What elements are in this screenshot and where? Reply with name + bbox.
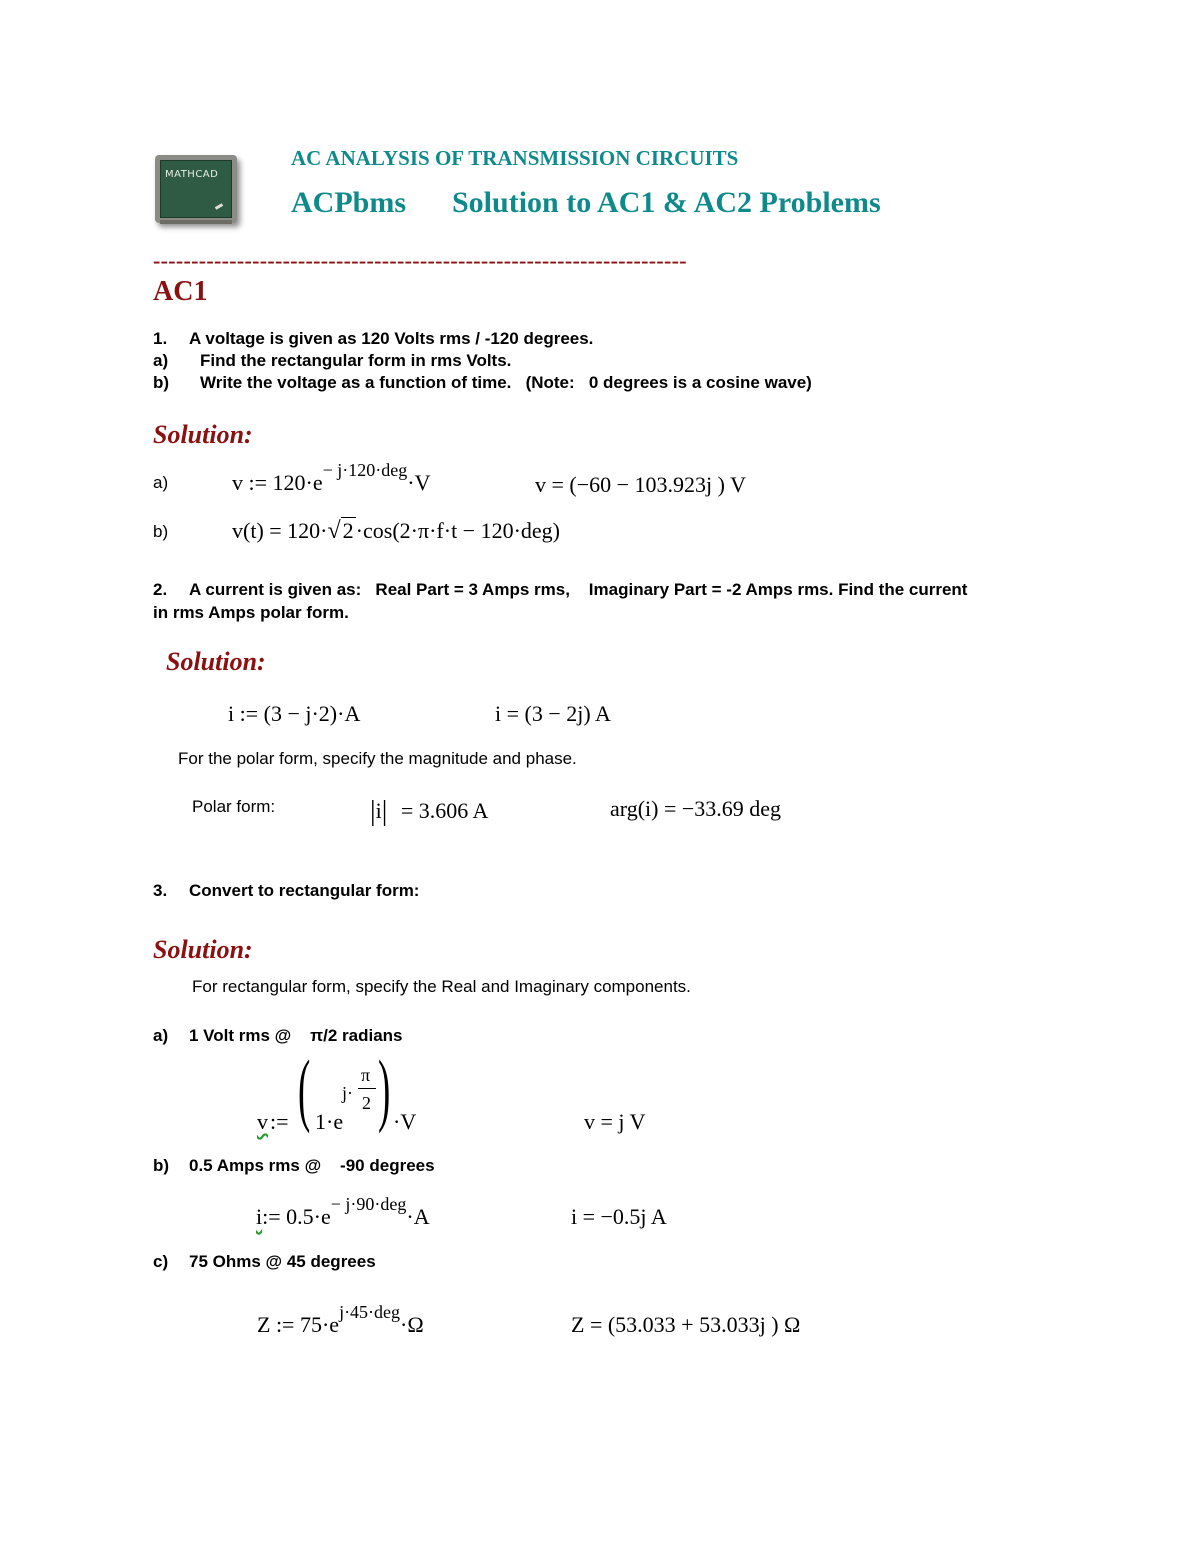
solution-3a-base: 1·e xyxy=(315,1109,344,1134)
solution-3a-definition: v:= xyxy=(257,1109,289,1134)
right-paren: ) xyxy=(378,1043,391,1134)
document-category: AC ANALYSIS OF TRANSMISSION CIRCUITS xyxy=(291,146,739,170)
solution-3b-result: i = −0.5j A xyxy=(571,1204,667,1229)
problem-3c-label: c) xyxy=(153,1252,169,1271)
divider-rule: ---------------------------------------------------------------------- xyxy=(153,248,687,273)
problem-2-text-cont: in rms Amps polar form. xyxy=(153,603,349,622)
solution-1a-exponent: − j·120·deg xyxy=(322,460,408,480)
logo-text: MATHCAD xyxy=(165,169,219,180)
solution-3a-unit: ·V xyxy=(393,1109,417,1134)
solution-3b-definition: i:= $0.5\cdot e^{- j\cdot 90\cdot deg}\cdot A$ xyxy=(256,1194,430,1229)
solution-1-heading: Solution: xyxy=(153,420,253,449)
problem-1b-label: b) xyxy=(153,373,170,392)
solution-3c-exponent: j·45·deg xyxy=(339,1302,401,1322)
phase-result: arg(i) = −33.69 deg xyxy=(610,796,782,821)
problem-3-number: 3. xyxy=(153,881,168,900)
solution-2-heading: Solution: xyxy=(166,647,266,676)
chalkboard-icon xyxy=(160,160,232,218)
solution-1a-label: a) xyxy=(153,473,169,492)
polar-form-label: Polar form: xyxy=(192,797,276,816)
problem-1b-text: Write the voltage as a function of time. (Note: 0 degrees is a cosine wave) xyxy=(200,373,812,392)
solution-1b-expression: v(t) = 120·√2·cos(2·π·f·t − 120·deg) xyxy=(232,518,560,544)
problem-3-text: Convert to rectangular form: xyxy=(189,881,420,900)
solution-2-note: For the polar form, specify the magnitude and phase. xyxy=(178,749,577,768)
problem-2-text: A current is given as: Real Part = 3 Amps rms, Imaginary Part = -2 Amps rms. Find the current xyxy=(189,580,968,599)
chalk-icon xyxy=(215,203,223,210)
problem-3b-label: b) xyxy=(153,1156,170,1175)
problem-1-number: 1. xyxy=(153,329,168,348)
solution-1a-definition: v := $120\cdot e^{- j\cdot 120\cdot deg}\cdot V$ xyxy=(232,460,431,495)
solution-1a-result: v = (−60 − 103.923j ) V xyxy=(535,472,746,497)
solution-3c-definition: Z := $75\cdot e^{j\cdot 45\cdot deg}\cdot\Omega$ xyxy=(257,1302,424,1337)
problem-2-number: 2. xyxy=(153,580,168,599)
solution-3a-pi: π xyxy=(361,1065,371,1085)
problem-3c-text: 75 Ohms @ 45 degrees xyxy=(189,1252,376,1271)
solution-1b-label: b) xyxy=(153,522,169,541)
solution-3-note: For rectangular form, specify the Real and Imaginary components. xyxy=(192,977,691,996)
problem-3b-text: 0.5 Amps rms @ -90 degrees xyxy=(189,1156,435,1175)
problem-3a-label: a) xyxy=(153,1026,169,1045)
mathcad-logo xyxy=(155,155,237,223)
sqrt-icon: √ xyxy=(327,518,341,544)
solution-2-result: i = (3 − 2j) A xyxy=(495,701,611,726)
document-code: ACPbms xyxy=(291,186,407,219)
section-heading: AC1 xyxy=(153,276,208,307)
solution-3b-exponent: − j·90·deg xyxy=(330,1194,407,1214)
solution-3a-two: 2 xyxy=(362,1093,371,1113)
page-title: Solution to AC1 & AC2 Problems xyxy=(452,186,881,219)
left-paren: ( xyxy=(298,1043,311,1134)
solution-2-definition: i := (3 − j·2)·A xyxy=(228,701,361,726)
magnitude-expression: |i| = 3.606 A xyxy=(370,796,489,827)
solution-3c-result: Z = (53.033 + 53.033j ) Ω xyxy=(571,1312,801,1337)
solution-3a-result: v = j V xyxy=(584,1109,646,1134)
problem-1-text: A voltage is given as 120 Volts rms / -120 degrees. xyxy=(189,329,594,348)
solution-3a-exp-j: j· xyxy=(342,1083,353,1103)
problem-3a-text: 1 Volt rms @ π/2 radians xyxy=(189,1026,403,1045)
fraction-bar xyxy=(358,1088,376,1089)
solution-3-heading: Solution: xyxy=(153,935,253,964)
problem-1a-label: a) xyxy=(153,351,169,370)
problem-1a-text: Find the rectangular form in rms Volts. xyxy=(200,351,512,370)
